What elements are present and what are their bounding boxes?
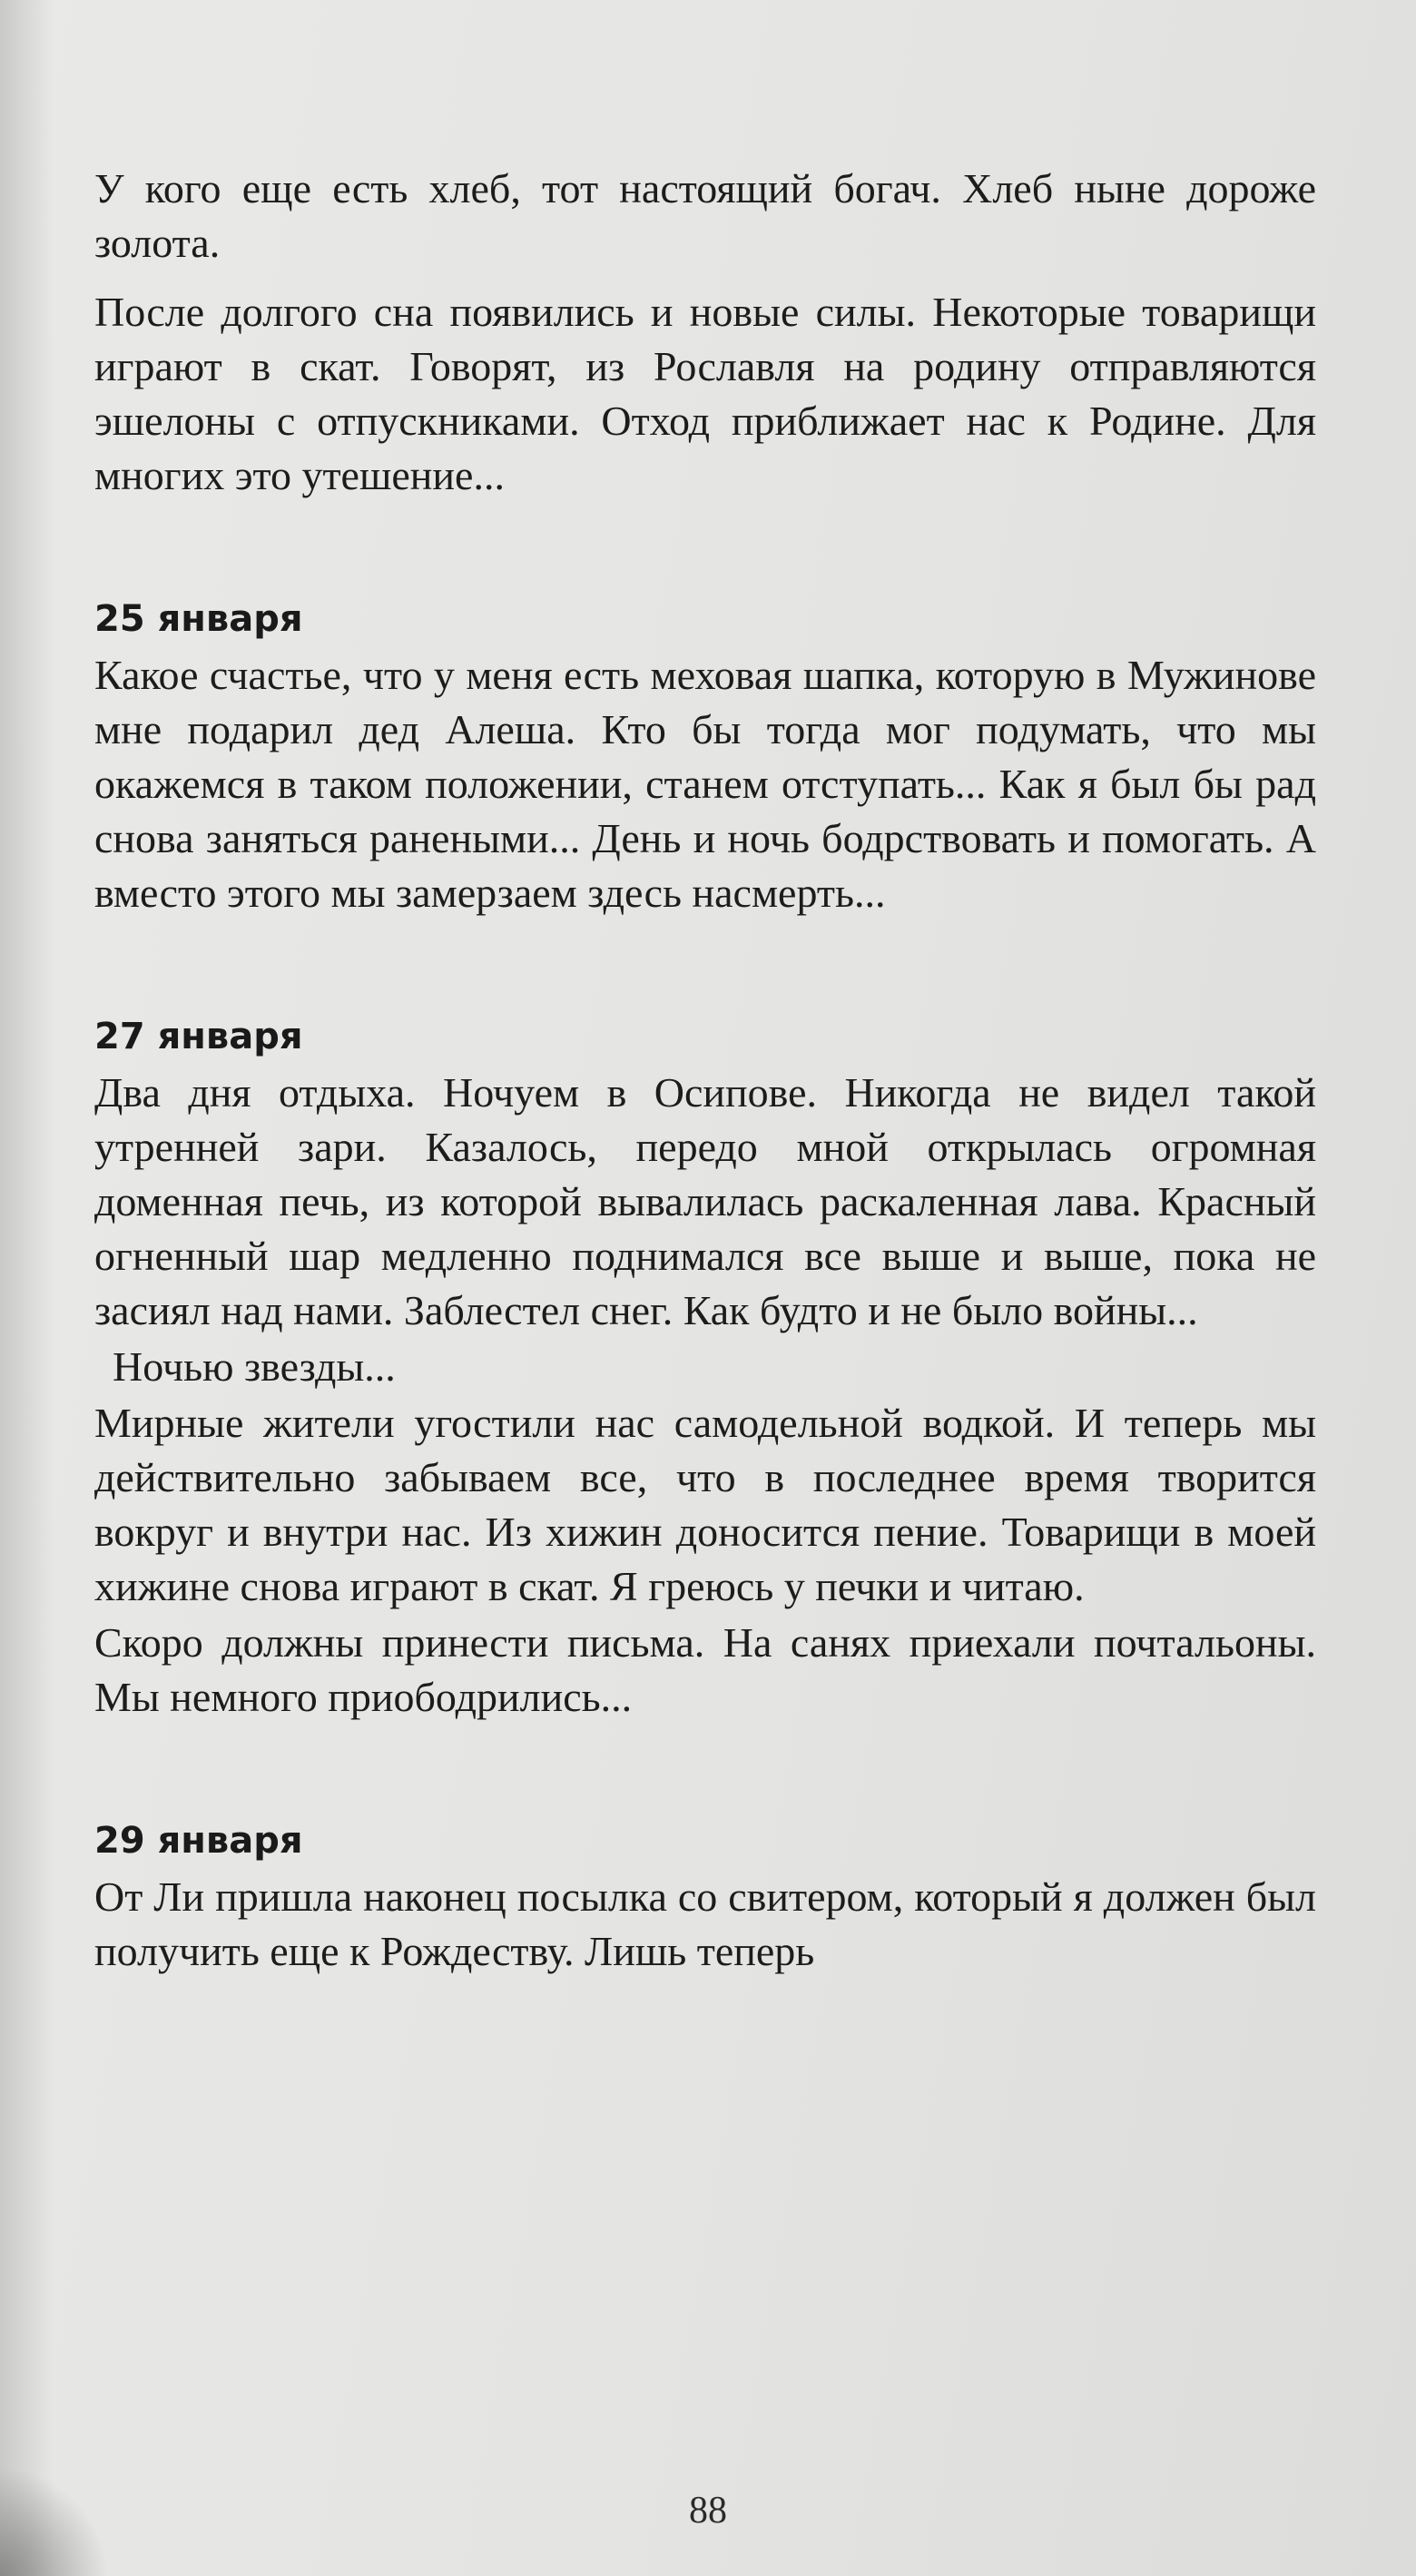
intro-paragraph-1: У кого еще есть хлеб, тот настоящий богач. Хлеб ныне дороже золота. <box>94 165 1316 266</box>
entry-paragraph: Мирные жители угостили нас самодельной водкой. И теперь мы действительно забываем все, что в последнее время творится вокруг и внутри нас. Из хижин доносится пение. Товарищи в моей хижине снова играют в скат. Я греюсь у печки и читаю. <box>94 1400 1316 1609</box>
diary-entry-jan-29 <box>94 1814 1316 1979</box>
entry-paragraph: Два дня отдыха. Ночуем в Осипове. Никогда не видел такой утренней зари. Казалось, передо мной открылась огромная доменная печь, из которой вывалилась раскаленная лава. Красный огненный шар медленно поднимался все выше и выше, пока не засиял над нами. Заблестел снег. Как будто и не было войны... <box>94 1069 1316 1333</box>
entry-date-heading: 25 января <box>94 598 303 640</box>
entry-date-heading: 29 января <box>94 1820 303 1862</box>
entry-paragraph: Ночью звезды... <box>113 1343 396 1390</box>
page-text <box>94 162 1316 1979</box>
intro-paragraph-2: После долгого сна появились и новые силы. Некоторые товарищи играют в скат. Говорят, из Рославля на родину отправляются эшелоны с отпускниками. Отход приближает нас к Родине. Для многих это утешение... <box>94 289 1316 498</box>
diary-entry-jan-27 <box>94 1009 1316 1725</box>
diary-entry-jan-25 <box>94 592 1316 920</box>
page-number: 88 <box>689 2490 727 2532</box>
entry-paragraph: Какое счастье, что у меня есть меховая шапка, которую в Мужинове мне подарил дед Алеша. Кто бы тогда мог подумать, что мы окажемся в таком положении, станем отступать... Как я был бы рад снова заняться ранеными... День и ночь бодрствовать и помогать. А вместо этого мы замерзаем здесь насмерть... <box>94 652 1316 916</box>
entry-paragraph: Скоро должны принести письма. На санях приехали почтальоны. Мы немного приободрились... <box>94 1619 1316 1720</box>
entry-date-heading: 27 января <box>94 1016 303 1057</box>
entry-paragraph: От Ли пришла наконец посылка со свитером, который я должен был получить еще к Рождеству. Лишь теперь <box>94 1873 1316 1974</box>
